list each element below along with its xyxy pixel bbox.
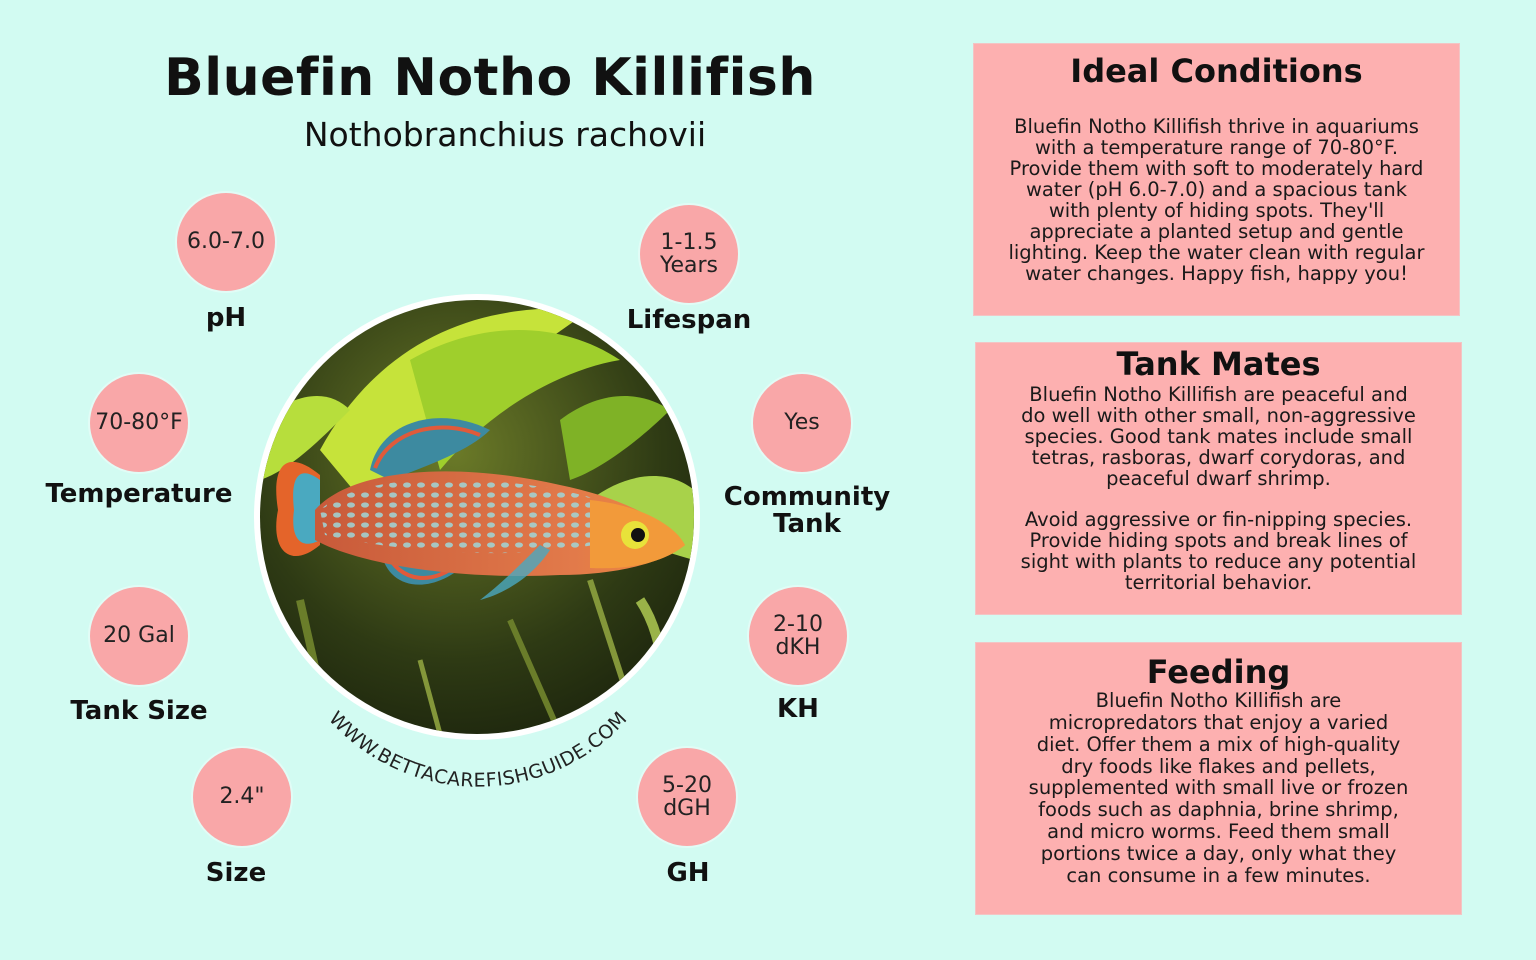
text-line: dry foods like flakes and pellets,: [1061, 754, 1376, 778]
text-line: territorial behavior.: [1124, 571, 1313, 595]
text-line: Bluefin Notho Killifish thrive in aquariums: [1014, 115, 1419, 139]
lifespan-bubble: [640, 205, 738, 303]
text-line: Provide them with soft to moderately hard: [1009, 157, 1424, 181]
ph-value: 6.0-7.0: [187, 229, 265, 255]
lifespan-value-unit: Years: [659, 253, 719, 278]
text-line: Provide hiding spots and break lines of: [1029, 529, 1408, 553]
text-line: can consume in a few minutes.: [1066, 863, 1371, 887]
text-line: foods such as daphnia, brine shrimp,: [1038, 798, 1399, 822]
text-line: supplemented with small live or frozen: [1028, 776, 1409, 800]
community-value: Yes: [784, 410, 820, 436]
size-label: Size: [205, 858, 267, 888]
tank-mates-text: [990, 384, 1447, 489]
community-label-line2: Tank: [773, 509, 841, 540]
tank-mates-title: Tank Mates: [1116, 345, 1321, 383]
text-line: sight with plants to reduce any potential: [1020, 550, 1417, 574]
ph-label: pH: [205, 303, 247, 333]
kh-label: KH: [777, 694, 819, 724]
text-line: lighting. Keep the water clean with regular: [1008, 241, 1425, 265]
text-line: Bluefin Notho Killifish are peaceful and: [1029, 383, 1408, 407]
ideal-conditions-text: [988, 116, 1445, 284]
community-label: [724, 484, 890, 539]
tank-mates-card: [975, 342, 1462, 615]
gh-bubble: [638, 748, 736, 846]
text-line: water (pH 6.0-7.0) and a spacious tank: [1025, 178, 1408, 202]
tank-size-value: 20 Gal: [103, 623, 175, 649]
kh-bubble: [749, 587, 847, 685]
temperature-value: 70-80°F: [95, 410, 183, 436]
text-line: with a temperature range of 70-80°F.: [1034, 136, 1399, 160]
text-line: Bluefin Notho Killifish are: [1095, 689, 1342, 713]
text-line: and micro worms. Feed them small: [1047, 819, 1390, 843]
text-line: portions twice a day, only what they: [1040, 841, 1397, 865]
temperature-label: Temperature: [45, 479, 233, 509]
page-title: Bluefin Notho Killifish: [164, 48, 816, 108]
feeding-card: [975, 642, 1462, 915]
ideal-conditions-title: Ideal Conditions: [1070, 52, 1363, 90]
text-line: Avoid aggressive or fin-nipping species.: [1024, 508, 1413, 532]
fish-illustration: [260, 300, 694, 734]
community-label-line1: Community: [723, 482, 891, 512]
tank-size-bubble: [90, 587, 188, 685]
scientific-name: Nothobranchius rachovii: [303, 115, 707, 154]
text-line: with plenty of hiding spots. They'll: [1048, 199, 1385, 223]
ideal-conditions-card: [973, 43, 1460, 316]
text-line: peaceful dwarf shrimp.: [1106, 467, 1331, 491]
lifespan-label: Lifespan: [626, 305, 752, 335]
gh-value-number: 5-20: [662, 772, 712, 798]
community-bubble: [753, 374, 851, 472]
size-value: 2.4": [219, 784, 265, 810]
kh-value-unit: dKH: [775, 635, 821, 660]
text-line: diet. Offer them a mix of high-quality: [1036, 732, 1401, 756]
text-line: species. Good tank mates include small: [1024, 425, 1413, 449]
temperature-bubble: [90, 374, 188, 472]
text-line: water changes. Happy fish, happy you!: [1025, 262, 1408, 286]
text-line: appreciate a planted setup and gentle: [1029, 220, 1404, 244]
lifespan-value-number: 1-1.5: [660, 229, 718, 255]
text-line: micropredators that enjoy a varied: [1048, 710, 1389, 734]
website-url: WWW.BETTACAREFISHGUIDE.COM: [324, 707, 632, 792]
tank-mates-text-2: [990, 509, 1447, 593]
gh-value-unit: dGH: [663, 796, 711, 821]
text-line: do well with other small, non-aggressive: [1021, 404, 1416, 428]
kh-value-number: 2-10: [773, 611, 823, 637]
ph-bubble: [177, 193, 275, 291]
tank-size-label: Tank Size: [70, 696, 208, 726]
feeding-text: [990, 690, 1447, 886]
fish-photo: [254, 294, 700, 740]
gh-label: GH: [666, 858, 710, 888]
text-line: tetras, rasboras, dwarf corydoras, and: [1031, 446, 1406, 470]
size-bubble: [193, 748, 291, 846]
feeding-title: Feeding: [1146, 653, 1291, 691]
